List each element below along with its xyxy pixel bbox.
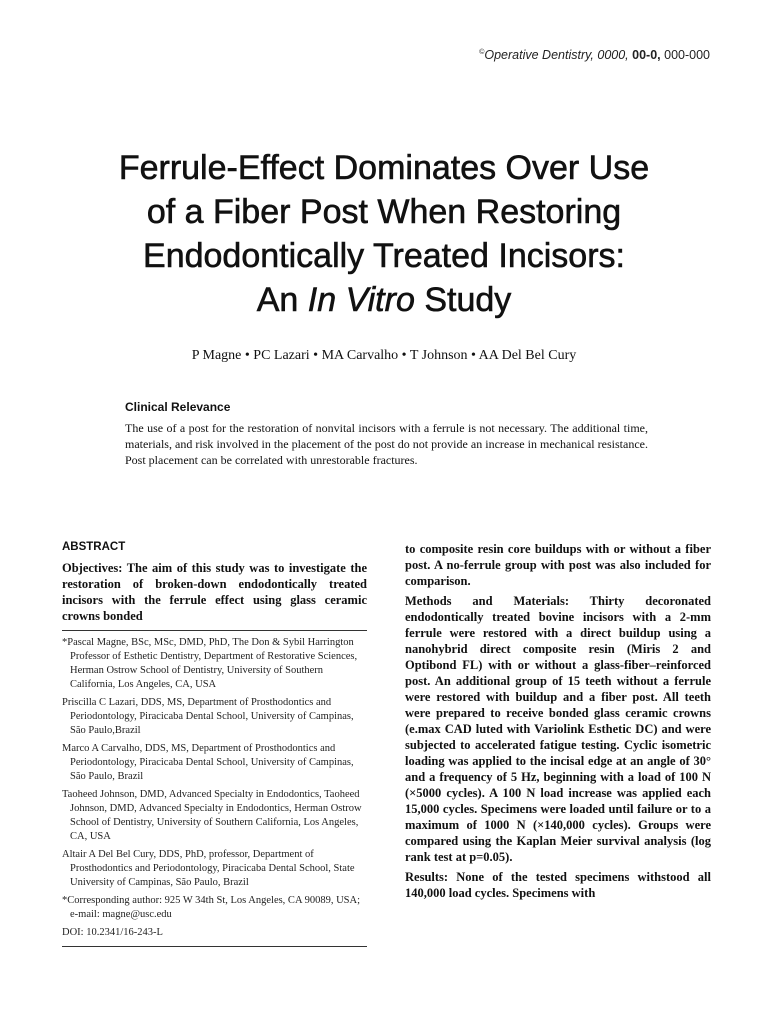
- objectives-paragraph: [62, 560, 367, 624]
- journal-citation: [479, 48, 710, 62]
- affiliation-divider: [62, 630, 367, 631]
- doi: DOI: 10.2341/16-243-L: [62, 927, 163, 938]
- objectives-continued: to composite resin core buildups with or without a fiber post. A no-ferrule group with post was also included for comparison.: [405, 542, 711, 588]
- methods-text: Thirty decoronated endodontically treated bovine incisors with a 2-mm ferrule were restored with a direct buildup using a nanohybrid direct composite resin (Miris 2 and Optibond FL) with or without a glass-fiber–reinforced post. An additional group of 15 teeth without a ferrule were restored with buildup and a fiber post. All teeth were prepared to receive bonded glass ceramic crowns (e.max CAD luted with Variolink Esthetic DC) and were subjected to accelerated fatigue testing. Cyclic isometric loading was applied to the incisal edge at an angle of 30° and a frequency of 5 Hz, beginning with a load of 100 N (×5000 cycles). A 100 N load increase was applied each 15,000 cycles. Specimens were loaded until failure or to a maximum of 1000 N (×140,000 cycles). Groups were compared using the Kaplan Meier survival analysis (log rank test at p=0.05).: [405, 594, 711, 864]
- author-list: P Magne • PC Lazari • MA Carvalho • T Johnson • AA Del Bel Cury: [191, 348, 577, 363]
- title-line-1: Ferrule-Effect Dominates Over Use: [118, 149, 650, 187]
- title-line-4-pre: An: [256, 281, 299, 319]
- methods-paragraph: [405, 593, 711, 865]
- left-column: [62, 541, 367, 952]
- objectives-label: Objectives:: [62, 561, 123, 575]
- journal-name: Operative Dentistry, 0000,: [484, 48, 629, 62]
- journal-pages: 000-000: [664, 48, 710, 62]
- title-line-2: of a Fiber Post When Restoring: [146, 193, 622, 231]
- doi-divider: [62, 946, 367, 947]
- results-paragraph: [405, 869, 711, 901]
- affiliation-magne: *Pascal Magne, BSc, MSc, DMD, PhD, The Don & Sybil Harrington Professor of Esthetic Dentistry, Department of Restorative Sciences, Herman Ostrow School of Dentistry, University of Southern California, Los Angeles, CA, USA: [62, 637, 358, 690]
- affiliation-lazari: Priscilla C Lazari, DDS, MS, Department of Prosthodontics and Periodontology, Piracicaba Dental School, University of Campinas, São Paulo,Brazil: [62, 697, 354, 736]
- methods-label: Methods and Materials:: [405, 594, 569, 608]
- copyright-symbol: ©: [479, 48, 485, 56]
- title-line-4-post: Study: [424, 281, 512, 319]
- clinical-relevance-box: [125, 400, 648, 468]
- article-title: [40, 146, 728, 322]
- title-line-4-italic: In Vitro: [307, 281, 415, 319]
- abstract-heading: ABSTRACT: [62, 541, 126, 553]
- affiliation-johnson: Taoheed Johnson, DMD, Advanced Specialty in Endodontics, Taoheed Johnson, DMD, Advanced Specialty in Endodontics, Herman Ostrow School of Dentistry, University of Southern California, Los Angeles, CA, USA: [62, 789, 362, 842]
- journal-issue: 00-0,: [632, 48, 661, 62]
- results-text: None of the tested specimens withstood all 140,000 load cycles. Specimens with: [405, 870, 711, 900]
- affiliation-carvalho: Marco A Carvalho, DDS, MS, Department of Prosthodontics and Periodontology, Piracicaba Dental School, University of Campinas, São Paulo, Brazil: [62, 743, 354, 782]
- right-column: [405, 541, 711, 901]
- clinical-relevance-text: The use of a post for the restoration of nonvital incisors with a ferrule is not necessary. The additional time, materials, and risk involved in the placement of the post do not provide an increase in mechanical resistance. Post placement can be correlated with unrestorable fractures.: [125, 421, 648, 467]
- affiliation-delbelcury: Altair A Del Bel Cury, DDS, PhD, professor, Department of Prosthodontics and Periodontology, Piracicaba Dental School, State University of Campinas, São Paulo, Brazil: [62, 849, 355, 888]
- clinical-relevance-heading: Clinical Relevance: [125, 400, 231, 414]
- objectives-text-left: The aim of this study was to investigate the restoration of broken-down endodontically treated incisors with the ferrule effect using glass ceramic crowns bonded: [62, 561, 367, 623]
- corresponding-author: *Corresponding author: 925 W 34th St, Los Angeles, CA 90089, USA; e-mail: magne@usc.edu: [62, 895, 360, 920]
- title-line-3: Endodontically Treated Incisors:: [143, 237, 625, 275]
- results-label: Results:: [405, 870, 449, 884]
